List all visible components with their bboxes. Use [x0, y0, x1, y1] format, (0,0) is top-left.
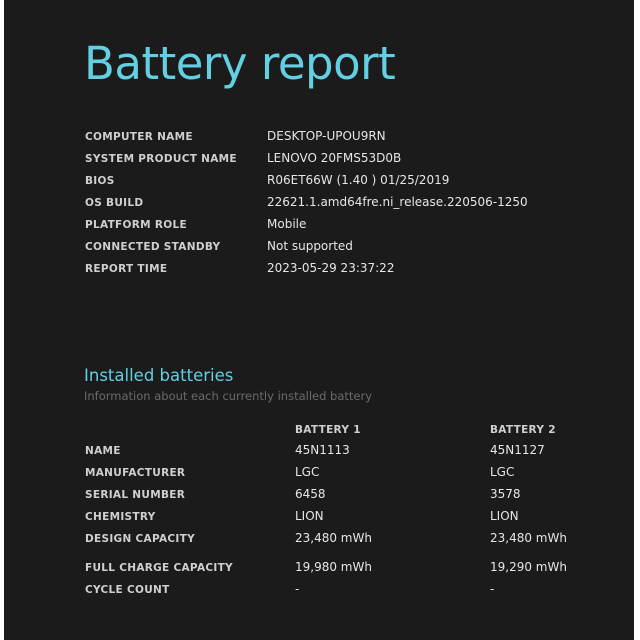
full-charge-capacity-label: FULL CHARGE CAPACITY: [85, 562, 233, 574]
os-build-label: OS BUILD: [85, 197, 144, 209]
system-product-name-value: LENOVO 20FMS53D0B: [267, 151, 402, 165]
battery-2-manufacturer: LGC: [490, 465, 515, 479]
report-time-label: REPORT TIME: [85, 263, 168, 275]
battery-1-cycle-count: -: [295, 582, 300, 596]
battery-2-design-capacity: 23,480 mWh: [490, 531, 567, 545]
battery-1-chemistry: LION: [295, 509, 324, 523]
manufacturer-label: MANUFACTURER: [85, 467, 186, 479]
battery-2-serial-number: 3578: [490, 487, 521, 501]
battery-name-label: NAME: [85, 445, 121, 457]
chemistry-label: CHEMISTRY: [85, 511, 156, 523]
report-time-value: 2023-05-29 23:37:22: [267, 261, 395, 275]
battery-2-cycle-count: -: [490, 582, 495, 596]
bios-value: R06ET66W (1.40 ) 01/25/2019: [267, 173, 450, 187]
connected-standby-value: Not supported: [267, 239, 353, 253]
os-build-value: 22621.1.amd64fre.ni_release.220506-1250: [267, 195, 528, 209]
installed-batteries-heading: Installed batteries: [84, 366, 234, 385]
computer-name-label: COMPUTER NAME: [85, 131, 193, 143]
platform-role-label: PLATFORM ROLE: [85, 219, 187, 231]
report-window: [4, 0, 634, 640]
battery-2-full-charge-capacity: 19,290 mWh: [490, 560, 567, 574]
battery-1-full-charge-capacity: 19,980 mWh: [295, 560, 372, 574]
serial-number-label: SERIAL NUMBER: [85, 489, 186, 501]
battery-2-chemistry: LION: [490, 509, 519, 523]
battery-1-manufacturer: LGC: [295, 465, 320, 479]
platform-role-value: Mobile: [267, 217, 307, 231]
battery-2-name: 45N1127: [490, 443, 545, 457]
bios-label: BIOS: [85, 175, 115, 187]
battery-1-column-header: BATTERY 1: [295, 424, 361, 436]
connected-standby-label: CONNECTED STANDBY: [85, 241, 221, 253]
battery-2-column-header: BATTERY 2: [490, 424, 556, 436]
installed-batteries-subtitle: Information about each currently installed battery: [84, 389, 373, 403]
computer-name-value: DESKTOP-UPOU9RN: [267, 129, 386, 143]
page-title: Battery report: [84, 37, 396, 90]
cycle-count-label: CYCLE COUNT: [85, 584, 170, 596]
design-capacity-label: DESIGN CAPACITY: [85, 533, 195, 545]
battery-1-name: 45N1113: [295, 443, 350, 457]
system-product-name-label: SYSTEM PRODUCT NAME: [85, 153, 237, 165]
battery-1-design-capacity: 23,480 mWh: [295, 531, 372, 545]
battery-1-serial-number: 6458: [295, 487, 326, 501]
